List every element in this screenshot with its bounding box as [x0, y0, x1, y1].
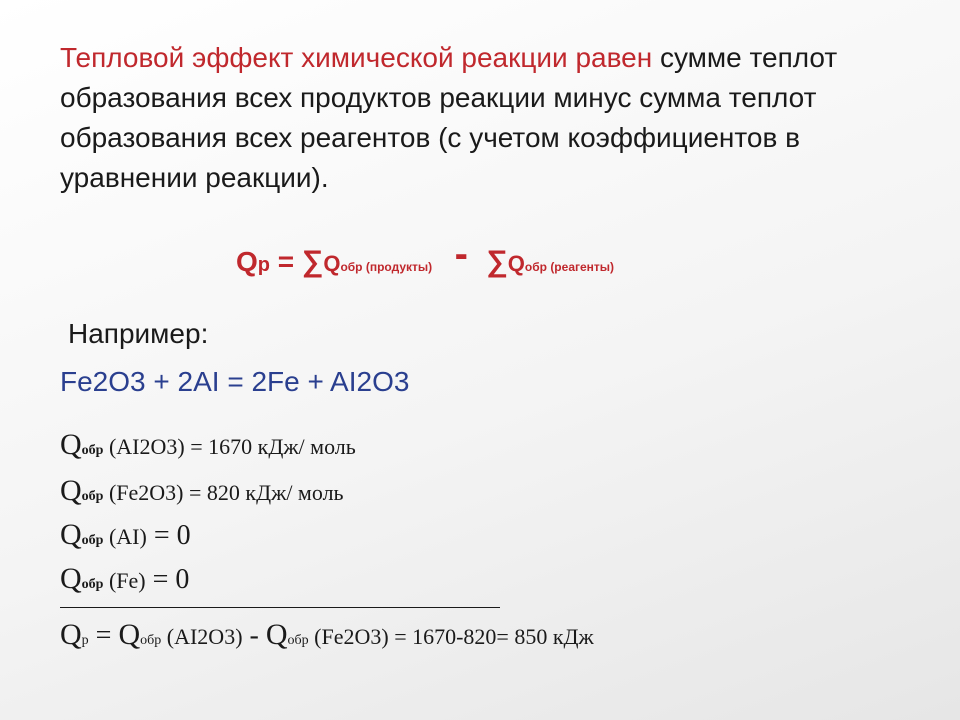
formula-q: Q — [236, 246, 258, 277]
enthalpy-sub: обр — [81, 443, 104, 458]
formula-p-sub: р — [257, 254, 270, 276]
result-substance-3: (Fe2O3) — [308, 624, 389, 649]
enthalpy-value: = 0 — [146, 520, 191, 551]
reaction-equation: Fe2O3 + 2AI = 2Fe + AI2O3 — [60, 366, 410, 397]
enthalpy-row — [60, 518, 191, 552]
enthalpy-substance: (Fe) — [103, 568, 146, 593]
definition-text: сумме теплот образования всех продуктов реакции минус сумма теплот образования всех реагентов (с учетом коэффициентов в уравнении реакции). — [60, 42, 838, 193]
enthalpy-row — [60, 562, 189, 596]
formula-sub-reagents: обр (реагенты) — [524, 260, 615, 274]
formula-equals: = — [270, 246, 302, 277]
enthalpy-substance: (AI2O3) — [103, 434, 185, 459]
enthalpy-sub: обр — [81, 577, 104, 592]
result-sub2: обр — [140, 633, 162, 648]
result-q: Q — [60, 618, 82, 651]
general-formula — [236, 232, 756, 286]
result-minus: - — [242, 620, 266, 651]
enthalpy-substance: (AI) — [103, 524, 147, 549]
result-substance-2: (AI2O3) — [161, 624, 243, 649]
definition-paragraph — [60, 38, 890, 198]
enthalpy-q: Q — [60, 562, 82, 595]
sigma-products: ∑ — [301, 245, 324, 278]
enthalpy-q: Q — [60, 428, 82, 461]
result-q2: Q — [118, 618, 141, 651]
definition-highlight: Тепловой эффект химической реакции равен — [60, 42, 653, 73]
formula-q-reagents: Q — [507, 251, 525, 276]
formula-minus: - — [454, 232, 468, 276]
formula-q-products: Q — [323, 251, 341, 276]
divider-line — [60, 607, 500, 608]
example-label: Например: — [68, 318, 209, 349]
enthalpy-sub: обр — [81, 489, 104, 504]
enthalpy-sub: обр — [81, 533, 104, 548]
enthalpy-value: = 820 кДж/ моль — [183, 480, 344, 505]
result-p-sub: р — [81, 633, 89, 648]
enthalpy-q: Q — [60, 474, 82, 507]
formula-sub-products: обр (продукты) — [340, 260, 433, 274]
result-line — [60, 618, 594, 652]
enthalpy-q: Q — [60, 518, 82, 551]
result-q3: Q — [265, 618, 288, 651]
enthalpy-value: = 1670 кДж/ моль — [184, 434, 356, 459]
enthalpy-row — [60, 474, 344, 508]
sigma-reagents: ∑ — [486, 245, 508, 278]
enthalpy-substance: (Fe2O3) — [103, 480, 184, 505]
enthalpy-value: = 0 — [145, 564, 190, 595]
enthalpy-row — [60, 428, 356, 462]
result-value: = 1670-820= 850 кДж — [388, 624, 594, 649]
result-sub3: обр — [287, 633, 309, 648]
result-equals: = — [88, 620, 119, 651]
